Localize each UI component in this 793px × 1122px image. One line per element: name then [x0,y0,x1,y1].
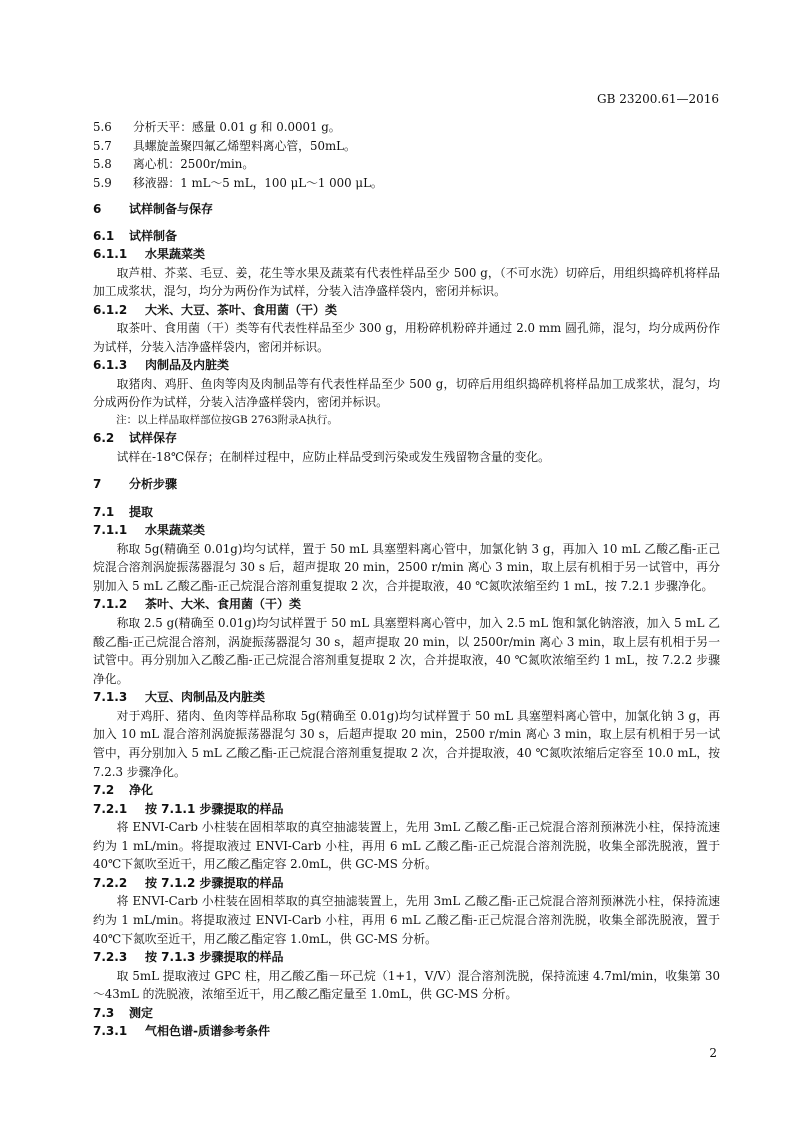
heading-number: 6 [93,202,102,216]
paragraph: 取芦柑、芥菜、毛豆、姜，花生等水果及蔬菜有代表性样品至少 500 g，（不可水洗）切碎后，用组织捣碎机将样品加工成浆状，混匀，均分为两份作为试样，分装入洁净盛样袋内，密闭并标识。 [93,265,720,299]
heading-number: 7.1.2 [93,597,128,612]
heading-number: 6.1 [93,228,115,243]
item-text: 移液器：1 mL～5 mL，100 μL～1 000 μL。 [133,175,383,190]
heading-number: 7.2.1 [93,801,128,816]
heading-title: 试样保存 [129,431,178,446]
heading-title: 茶叶、大米、食用菌（干）类 [145,597,302,612]
heading-title: 净化 [129,783,154,798]
section-heading-7 [93,475,720,494]
section-heading-6 [93,200,720,219]
document-body [93,118,720,1041]
item-text: 分析天平：感量 0.01 g 和 0.0001 g。 [133,120,341,134]
heading-title: 气相色谱-质谱参考条件 [145,1024,270,1039]
heading-number: 6.1.2 [93,302,128,317]
heading-number: 7.1.3 [93,690,128,705]
section-heading-7-1 [93,503,720,522]
paragraph: 称取 5g(精确至 0.01g)均匀试样，置于 50 mL 具塞塑料离心管中，加氯化钠 3 g，再加入 10 mL 乙酸乙酯-正己烷混合溶剂涡旋振荡器混匀 30 s 后，超声提取 20 min，2500 r/min 离心 3 min，取上层有机相于另一试管中，再分别加入 5 mL 乙酸乙酯-正己烷混合溶剂重复提取 2 次，合并提取液，40 ℃氮吹浓缩至约 1 mL，按 7.2.1 步骤净化。 [93,541,720,593]
item-text: 离心机：2500r/min。 [133,157,255,171]
heading-number: 7 [93,477,102,492]
heading-number: 6.2 [93,431,115,446]
section-heading-7-2-3 [93,948,720,967]
section-heading-7-1-1 [93,521,720,540]
paragraph: 取猪肉、鸡肝、鱼肉等肉及肉制品等有代表性样品至少 500 g，切碎后用组织捣碎机将样品加工成浆状，混匀，均分成两份作为试样，分装入洁净盛样袋内，密闭并标识。 [93,376,720,410]
heading-title: 水果蔬菜类 [145,247,206,261]
section-heading-6-1 [93,227,720,246]
list-item [93,155,720,174]
heading-number: 6.1.1 [93,247,128,261]
heading-number: 7.2.3 [93,950,128,965]
heading-title: 大米、大豆、茶叶、食用菌（干）类 [145,302,338,317]
section-heading-7-3 [93,1004,720,1023]
item-text: 具螺旋盖聚四氟乙烯塑料离心管，50mL。 [133,138,356,153]
paragraph: 取茶叶、食用菌（干）类等有代表性样品至少 300 g，用粉碎机粉碎并通过 2.0 mm 圆孔筛，混匀，均分成两份作为试样，分装入洁净盛样袋内，密闭并标识。 [93,321,720,354]
item-number: 5.8 [93,157,112,171]
item-number: 5.7 [93,138,112,153]
section-heading-7-2 [93,781,720,800]
section-heading-6-1-1 [93,245,720,264]
section-heading-6-1-3 [93,356,720,375]
heading-title: 分析步骤 [129,477,178,492]
heading-number: 7.2 [93,783,115,798]
section-heading-6-1-2 [93,301,720,320]
paragraph: 将 ENVI-Carb 小柱装在固相萃取的真空抽滤装置上，先用 3mL 乙酸乙酯-正己烷混合溶剂预淋洗小柱，保持流速约为 1 mL/min。将提取液过 ENVI-Carb 小柱，再用 6 mL 乙酸乙酯-正己烷混合溶剂洗脱，收集全部洗脱液，置于 40℃下氮吹至近干，用乙酸乙酯定容 1.0mL，供 GC-MS 分析。 [93,894,720,946]
heading-number: 7.2.2 [93,875,128,890]
heading-number: 6.1.3 [93,358,128,373]
heading-title: 按 7.1.2 步骤提取的样品 [145,875,284,890]
heading-title: 测定 [129,1005,154,1020]
item-number: 5.6 [93,120,112,134]
paragraph: 试样在-18℃保存；在制样过程中，应防止样品受到污染或发生残留物含量的变化。 [116,449,550,464]
paragraph: 对于鸡肝、猪肉、鱼肉等样品称取 5g(精确至 0.01g)均匀试样置于 50 mL 具塞塑料离心管中，加氯化钠 3 g，再加入 10 mL 混合溶剂涡旋振荡器混匀 30 s，后超声提取 20 min，2500 r/min 离心 3 min，取上层有机相于另一试管中，再分别加入 5 mL 乙酸乙酯-正己烷混合溶剂重复提取 2 次，合并提取液，40 ℃氮吹浓缩后定容至 10.0 mL，按 7.2.3 步骤净化。 [93,708,720,779]
standard-number: GB 23200.61—2016 [596,92,719,106]
heading-title: 按 7.1.1 步骤提取的样品 [145,801,284,816]
paragraph: 取 5mL 提取液过 GPC 柱，用乙酸乙酯－环己烷（1+1，V/V）混合溶剂洗脱，保持流速 4.7ml/min，收集第 30～43mL 的洗脱液，浓缩至近干，用乙酸乙酯定量至 1.0mL，供 GC-MS 分析。 [93,968,720,1002]
heading-number: 7.3.1 [93,1024,128,1039]
list-item [93,137,720,156]
heading-title: 试样制备 [129,228,178,243]
list-item [93,118,720,137]
heading-number: 7.3 [93,1005,115,1020]
section-heading-7-3-1 [93,1022,720,1041]
list-item [93,174,720,193]
section-heading-7-1-2 [93,595,720,614]
page-number: 2 [709,1046,717,1060]
section-heading-7-2-2 [93,874,720,893]
heading-title: 提取 [129,504,154,519]
section-heading-6-2 [93,429,720,448]
heading-title: 大豆、肉制品及内脏类 [145,690,266,705]
paragraph: 将 ENVI-Carb 小柱装在固相萃取的真空抽滤装置上，先用 3mL 乙酸乙酯-正己烷混合溶剂预淋洗小柱，保持流速约为 1 mL/min。将提取液过 ENVI-Carb 小柱，再用 6 mL 乙酸乙酯-正己烷混合溶剂洗脱，收集全部洗脱液，置于 40℃下氮吹至近干，用乙酸乙酯定容 2.0mL，供 GC-MS 分析。 [93,820,720,872]
heading-title: 按 7.1.3 步骤提取的样品 [145,950,284,965]
heading-title: 水果蔬菜类 [145,523,206,538]
heading-title: 肉制品及内脏类 [145,358,230,373]
paragraph: 称取 2.5 g(精确至 0.01g)均匀试样置于 50 mL 具塞塑料离心管中，加入 2.5 mL 饱和氯化钠溶液，加入 5 mL 乙酸乙酯-正己烷混合溶剂，涡旋振荡器混匀 30 s，超声提取 20 min，以 2500r/min 离心 3 min，取上层有机相于另一试管中。再分别加入乙酸乙酯-正己烷混合溶剂重复提取 2 次，合并提取液，40 ℃氮吹浓缩至约 1 mL，按 7.2.2 步骤净化。 [93,615,720,686]
heading-title: 试样制备与保存 [129,202,214,216]
item-number: 5.9 [93,175,112,190]
section-heading-7-2-1 [93,800,720,819]
heading-number: 7.1.1 [93,523,128,538]
section-heading-7-1-3 [93,688,720,707]
heading-number: 7.1 [93,504,115,519]
note: 注：以上样品取样部位按GB 2763附录A执行。 [116,414,338,427]
